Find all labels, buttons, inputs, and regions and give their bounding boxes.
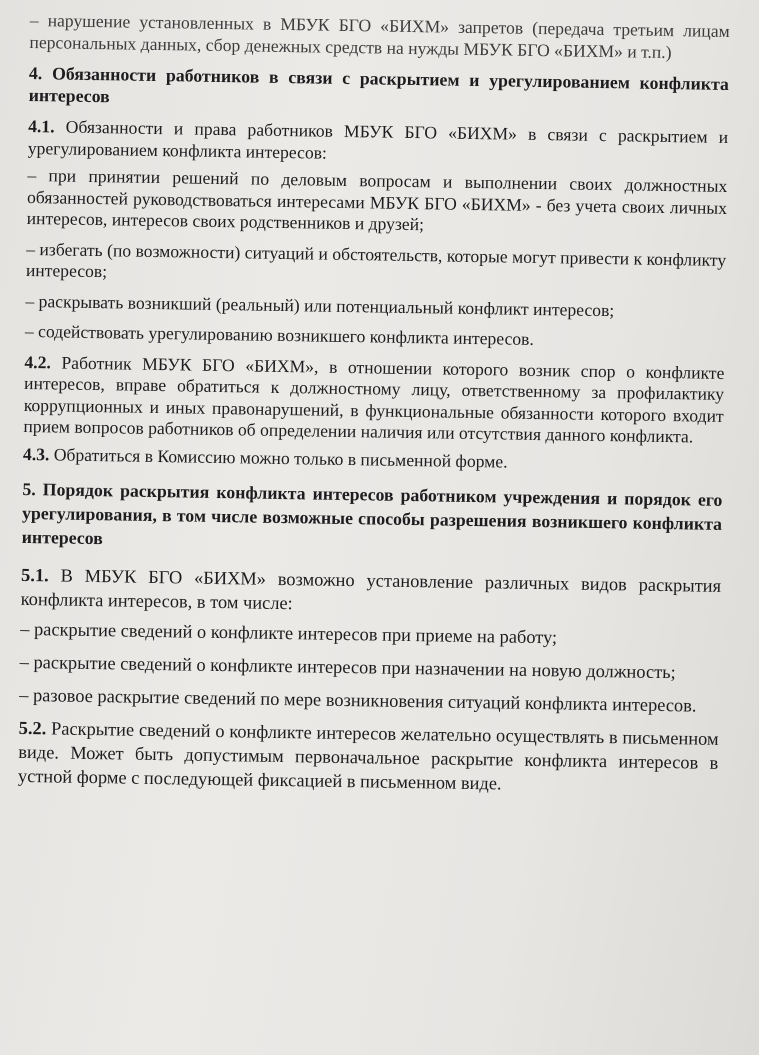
clause-5-2-text: Раскрытие сведений о конфликте интересов желательно осуществлять в письменном виде. Может быть допустимым первоначальное раскрытие конфликта интересов в устной форме с последующей фиксацией в письменном виде.	[17, 718, 719, 794]
clause-4-2-number: 4.2.	[24, 351, 52, 372]
clause-4-1-number: 4.1.	[28, 115, 55, 137]
clause-4-2-text: Работник МБУК БГО «БИХМ», в отношении которого возник спор о конфликте интересов, вправе обратиться к должностному лицу, ответственному за профилактику коррупционных и иных правонарушений, в функциональные обязанности которого входит прием вопросов работников об определении наличия или отсутствия данного конфликта.	[23, 352, 725, 447]
clause-4-2	[23, 351, 724, 448]
section-4-item: – при принятии решений по деловым вопросам и выполнении своих должностных обязанностей руководствоваться интересами МБУК БГО «БИХМ» - без учета своих личных интересов, интересов своих родственников и друзей;	[26, 164, 728, 235]
section-4-item: – раскрывать возникший (реальный) или потенциальный конфликт интересов;	[25, 290, 615, 320]
section-5-item: – разовое раскрытие сведений по мере возникновения ситуаций конфликта интересов.	[19, 684, 697, 716]
section-5-item: – раскрытие сведений о конфликте интересов при приеме на работу;	[20, 618, 558, 648]
intro-list-item: – нарушение установленных в МБУК БГО «БИХМ» запретов (передача третьим лицам персональных данных, сбор денежных средств на нужды МБУК БГО «БИХМ» и т.п.)	[29, 10, 730, 62]
clause-4-1	[28, 116, 729, 170]
clause-4-3	[23, 443, 723, 475]
clause-4-3-text: Обратиться в Комиссию можно только в письменной форме.	[53, 443, 508, 472]
clause-4-1-text: Обязанности и права работников МБУК БГО «БИХМ» в связи с раскрытием и урегулированием конфликта интересов:	[27, 116, 729, 163]
clause-5-1-text: В МБУК БГО «БИХМ» возможно установление различных видов раскрытия конфликта интересов, в том числе:	[20, 565, 722, 614]
section-5-item: – раскрытие сведений о конфликте интересов при назначении на новую должность;	[19, 651, 676, 683]
section-4-item: – содействовать урегулированию возникшего конфликта интересов.	[24, 320, 535, 349]
clause-5-1-number: 5.1.	[20, 564, 49, 586]
section-4-heading: 4. Обязанности работников в связи с раскрытием и урегулированием конфликта интересов	[28, 62, 730, 106]
document-page	[18, 10, 730, 805]
clause-5-2-number: 5.2.	[18, 717, 47, 739]
section-4-item: – избегать (по возможности) ситуаций и обстоятельств, которые могут привести к конфликту интересов;	[25, 238, 727, 282]
clause-4-3-number: 4.3.	[22, 443, 50, 464]
section-5-heading: 5. Порядок раскрытия конфликта интересов работником учреждения и порядок его урегулирования, в том числе возможные способы разрешения возникшего конфликта интересов	[21, 478, 723, 549]
section-5	[18, 477, 723, 799]
clause-5-2	[18, 716, 719, 799]
clause-5-1	[21, 563, 722, 622]
